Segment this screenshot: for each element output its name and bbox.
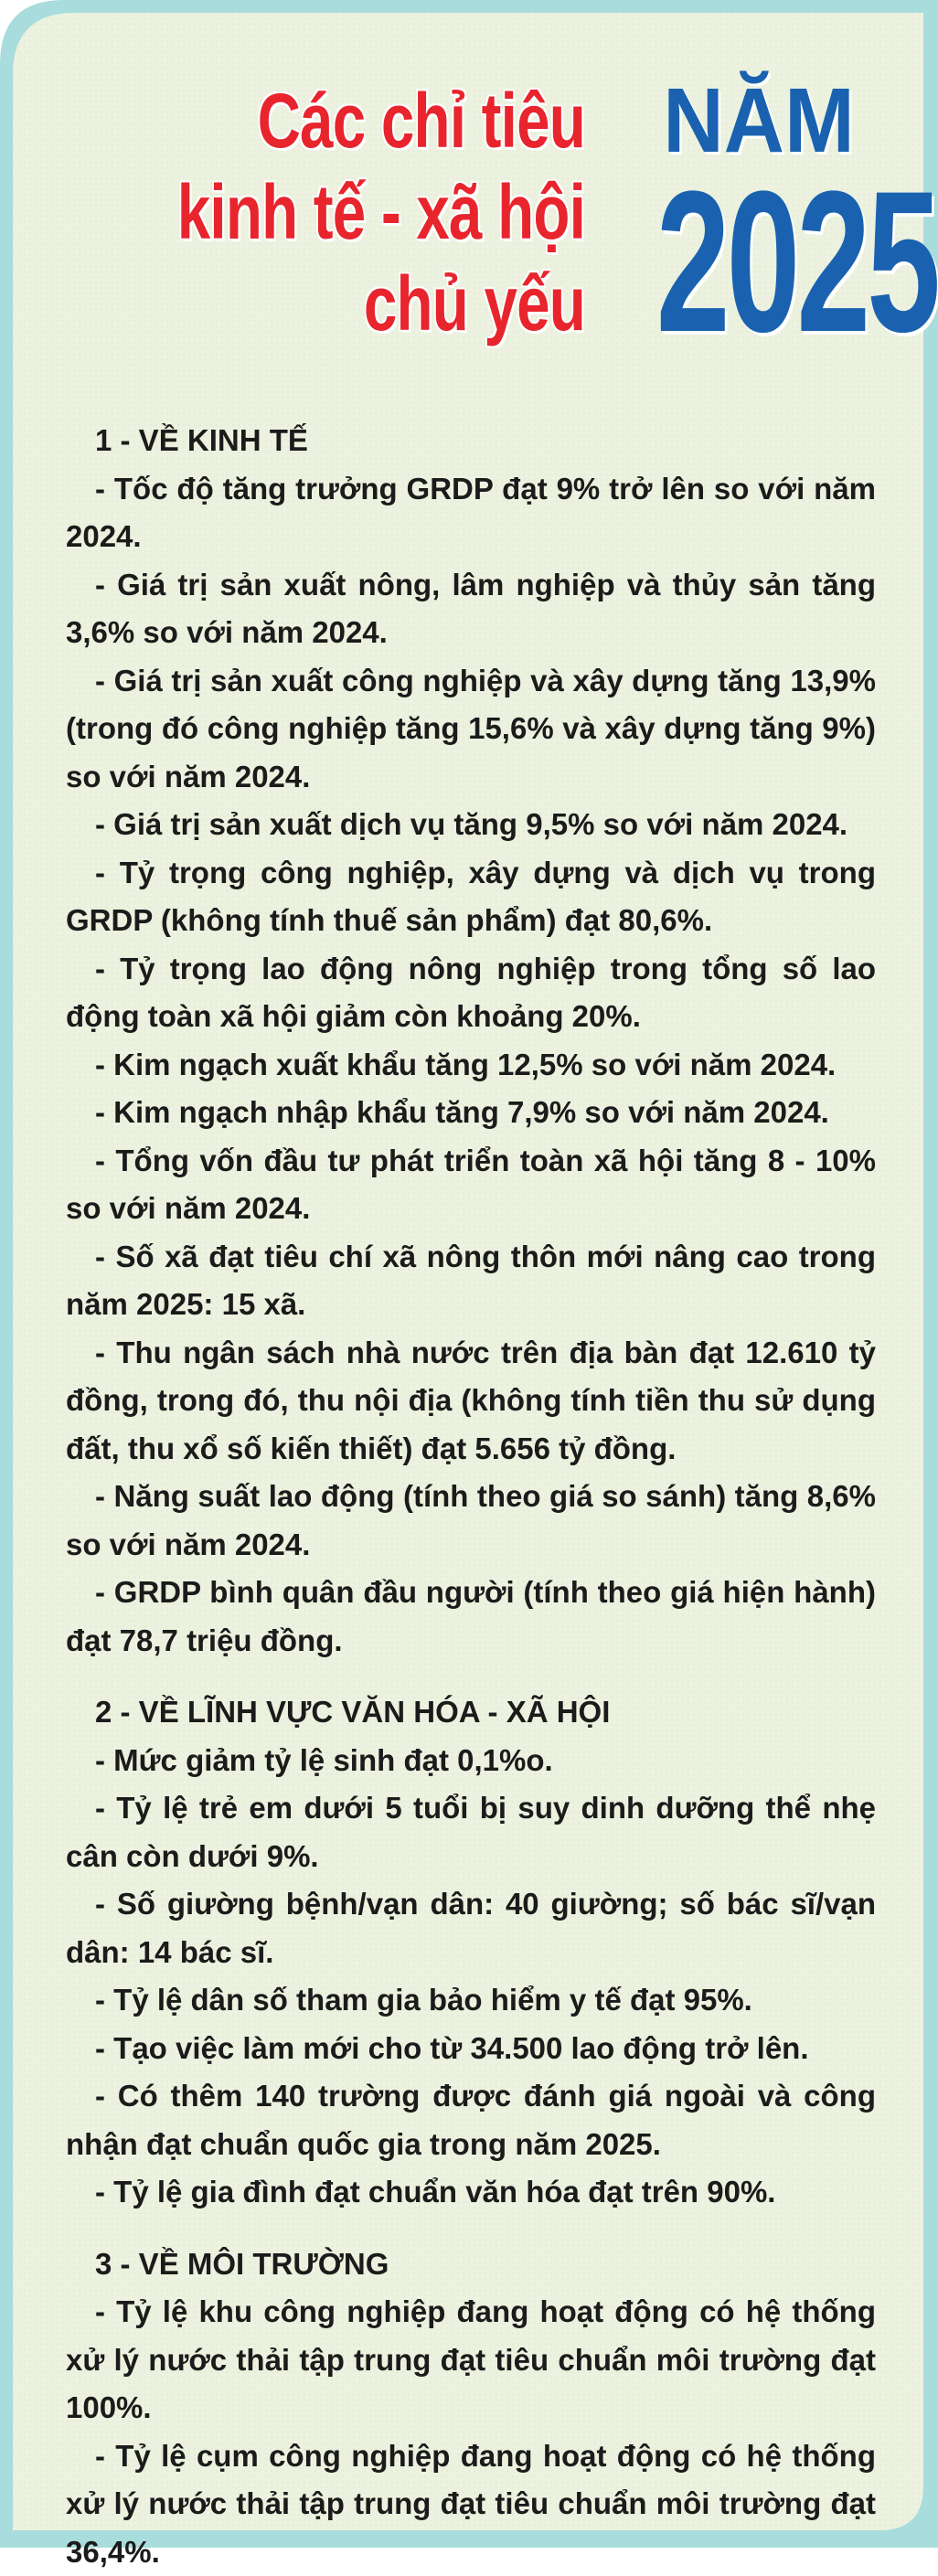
list-item: - Kim ngạch xuất khẩu tăng 12,5% so với năm 2024. [66, 1041, 876, 1090]
list-item: - Năng suất lao động (tính theo giá so sánh) tăng 8,6% so với năm 2024. [66, 1473, 876, 1569]
list-item: - Tỷ trọng lao động nông nghiệp trong tổng số lao động toàn xã hội giảm còn khoảng 20%. [66, 945, 876, 1041]
list-item: - Tỷ lệ cụm công nghiệp đang hoạt động có hệ thống xử lý nước thải tập trung đạt tiêu chuẩn môi trường đạt 36,4%. [66, 2432, 876, 2576]
list-item: - Giá trị sản xuất dịch vụ tăng 9,5% so với năm 2024. [66, 801, 876, 849]
section-title-environment: 3 - VỀ MÔI TRƯỜNG [66, 2241, 876, 2289]
list-item: - Tỷ lệ khu công nghiệp đang hoạt động có hệ thống xử lý nước thải tập trung đạt tiêu chuẩn môi trường đạt 100%. [66, 2288, 876, 2432]
list-item: - Tỷ lệ dân số tham gia bảo hiểm y tế đạt 95%. [66, 1976, 876, 2025]
list-item: - Số giường bệnh/vạn dân: 40 giường; số bác sĩ/vạn dân: 14 bác sĩ. [66, 1880, 876, 1976]
content [66, 417, 876, 2576]
list-item: - Tỷ trọng công nghiệp, xây dựng và dịch vụ trong GRDP (không tính thuế sản phẩm) đạt 80,6%. [66, 849, 876, 945]
list-item: - Số xã đạt tiêu chí xã nông thôn mới nâng cao trong năm 2025: 15 xã. [66, 1233, 876, 1329]
list-item: - Mức giảm tỷ lệ sinh đạt 0,1%o. [66, 1737, 876, 1785]
list-item: - Tổng vốn đầu tư phát triển toàn xã hội tăng 8 - 10% so với năm 2024. [66, 1137, 876, 1233]
list-item: - Kim ngạch nhập khẩu tăng 7,9% so với năm 2024. [66, 1089, 876, 1137]
title-line-3: chủ yếu [172, 258, 585, 349]
list-item: - Tạo việc làm mới cho từ 34.500 lao động trở lên. [66, 2025, 876, 2073]
title-line-2: kinh tế - xã hội [172, 166, 585, 258]
list-item: - Tỷ lệ trẻ em dưới 5 tuổi bị suy dinh dưỡng thể nhẹ cân còn dưới 9%. [66, 1784, 876, 1880]
list-item: - Thu ngân sách nhà nước trên địa bàn đạt 12.610 tỷ đồng, trong đó, thu nội địa (không tính tiền thu sử dụng đất, thu xổ số kiến thiết) đạt 5.656 tỷ đồng. [66, 1329, 876, 1474]
section-title-culture-society: 2 - VỀ LĨNH VỰC VĂN HÓA - XÃ HỘI [66, 1688, 876, 1737]
list-item: - Tỷ lệ gia đình đạt chuẩn văn hóa đạt trên 90%. [66, 2168, 876, 2217]
year-number: 2025 [656, 161, 861, 362]
list-item: - Tốc độ tăng trưởng GRDP đạt 9% trở lên so với năm 2024. [66, 465, 876, 561]
list-item: - Có thêm 140 trường được đánh giá ngoài và công nhận đạt chuẩn quốc gia trong năm 2025. [66, 2072, 876, 2168]
title-line-1: Các chỉ tiêu [172, 75, 585, 166]
page-title [172, 75, 585, 349]
header [0, 0, 938, 402]
section-title-economy: 1 - VỀ KINH TẾ [66, 417, 876, 465]
list-item: - Giá trị sản xuất nông, lâm nghiệp và thủy sản tăng 3,6% so với năm 2024. [66, 561, 876, 657]
year-label: NĂM [633, 75, 885, 166]
list-item: - Giá trị sản xuất công nghiệp và xây dựng tăng 13,9% (trong đó công nghiệp tăng 15,6% và xây dựng tăng 9%) so với năm 2024. [66, 657, 876, 802]
list-item: - GRDP bình quân đầu người (tính theo giá hiện hành) đạt 78,7 triệu đồng. [66, 1569, 876, 1665]
